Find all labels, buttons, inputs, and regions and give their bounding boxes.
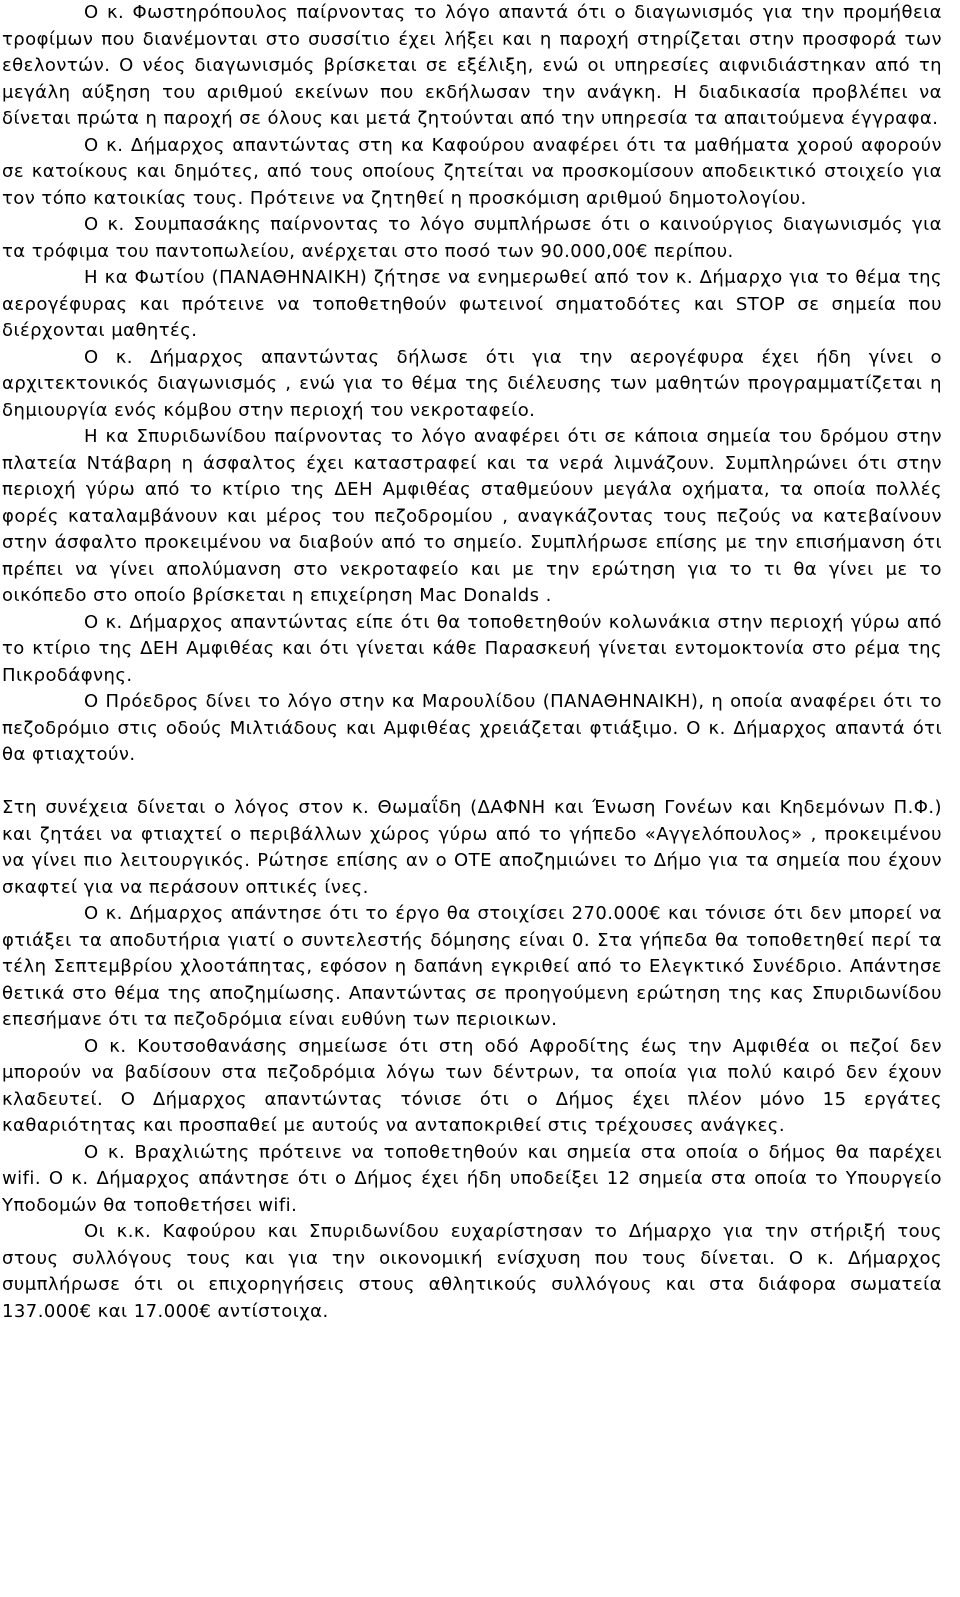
paragraph-fotiou: Η κα Φωτίου (ΠΑΝΑΘΗΝΑΙΚΗ) ζήτησε να ενημερωθεί από τον κ. Δήμαρχο για το θέμα της αερογέφυρας και πρότεινε να τοποθετηθούν φωτεινοί σηματοδότες και STOP σε σημεία που διέρχονται μαθητές. xyxy=(2,267,942,341)
paragraph-spacer xyxy=(2,769,942,796)
paragraph-fostiropoulos: Ο κ. Φωστηρόπουλος παίρνοντας το λόγο απαντά ότι ο διαγωνισμός για την προμήθεια τροφίμων που διανέμονται στο συσσίτιο έχει λήξει και η παροχή στηρίζεται στην προσφορά των εθελοντών. Ο νέος διαγωνισμός βρίσκεται σε εξέλιξη, ενώ οι υπηρεσίες αιφνιδιάστηκαν από τη μεγάλη αύξηση του αριθμού εκείνων που εκδήλωσαν την ανάγκη. Η διαδικασία προβλέπει να δίνεται πρώτα η παροχή σε όλους και μετά ζητούνται από την υπηρεσία τα απαιτούμενα έγγραφα. xyxy=(2,2,942,129)
paragraph-spyridonidou: Η κα Σπυριδωνίδου παίρνοντας το λόγο αναφέρει ότι σε κάποια σημεία του δρόμου στην πλατεία Ντάβαρη η άσφαλτος έχει καταστραφεί και τα νερά λιμνάζουν. Συμπληρώνει ότι στην περιοχή γύρω από το κτίριο της ΔΕΗ Αμφιθέας σταθμεύουν μεγάλα οχήματα, τα οποία πολλές φορές καταλαμβάνουν και μέρος του πεζοδρομίου , αναγκάζοντας τους πεζούς να κατεβαίνουν στην άσφαλτο προκειμένου να διαβούν από το σημείο. Συμπλήρωσε επίσης με την επισήμανση ότι πρέπει να γίνει απολύμανση στο νεκροταφείο και με την ερώτηση για το τι θα γίνει με το οικόπεδο στο οποίο βρίσκεται η επιχείρηση Mac Donalds . xyxy=(2,426,942,606)
paragraph-mayor-reply-kafourou: Ο κ. Δήμαρχος απαντώντας στη κα Καφούρου αναφέρει ότι τα μαθήματα χορού αφορούν σε κατοίκους και δημότες, από τους οποίους ζητείται να προσκομίσουν αποδεικτικό στοιχείο για τον τόπο κατοικίας τους. Πρότεινε να ζητηθεί η προσκόμιση αριθμού δημοτολογίου. xyxy=(2,134,942,209)
paragraph-maroulidou: Ο Πρόεδρος δίνει το λόγο στην κα Μαρουλίδου (ΠΑΝΑΘΗΝΑΙΚΗ), η οποία αναφέρει ότι το πεζοδρόμιο στις οδούς Μιλτιάδους και Αμφιθέας χρειάζεται φτιάξιμο. Ο κ. Δήμαρχος απαντά ότι θα φτιαχτούν. xyxy=(2,691,942,765)
paragraph-mayor-footbridge: Ο κ. Δήμαρχος απαντώντας δήλωσε ότι για την αερογέφυρα έχει ήδη γίνει ο αρχιτεκτονικός διαγωνισμός , ενώ για το θέμα της διέλευσης των μαθητών προγραμματίζεται η δημιουργία ενός κόμβου στην περιοχή του νεκροταφείο. xyxy=(2,346,942,421)
paragraph-vrachliotis: Ο κ. Βραχλιώτης πρότεινε να τοποθετηθούν και σημεία στα οποία ο δήμος θα παρέχει wifi. Ο κ. Δήμαρχος απάντησε ότι ο Δήμος έχει ήδη υποδείξει 12 σημεία στα οποία το Υπουργείο Υποδομών θα τοποθετήσει wifi. xyxy=(2,1141,942,1216)
paragraph-thomaidis: Στη συνέχεια δίνεται ο λόγος στον κ. Θωμαΐδη (ΔΑΦΝΗ και Ένωση Γονέων και Κηδεμόνων Π.Φ.) και ζητάει να φτιαχτεί ο περιβάλλων χώρος γύρω από το γήπεδο «Αγγελόπουλος» , προκειμένου να γίνει πιο λειτουργικός. Ρώτησε επίσης αν ο ΟΤΕ αποζημιώνει το Δήμο για τα σημεία που έχουν σκαφτεί για να περάσουν οπτικές ίνες. xyxy=(2,797,942,898)
paragraph-koutsothanasis: Ο κ. Κουτσοθανάσης σημείωσε ότι στη οδό Αφροδίτης έως την Αμφιθέα οι πεζοί δεν μπορούν να βαδίσουν στα πεζοδρόμια λόγω των δέντρων, τα οποία για πολύ καιρό δεν έχουν κλαδευτεί. Ο Δήμαρχος απαντώντας τόνισε ότι ο Δήμος έχει πλέον μόνο 15 εργάτες καθαριότητας και προσπαθεί με αυτούς να ανταποκριθεί στις τρέχουσες ανάγκες. xyxy=(2,1035,942,1136)
paragraph-mayor-bollards: Ο κ. Δήμαρχος απαντώντας είπε ότι θα τοποθετηθούν κολωνάκια στην περιοχή γύρω από το κτίριο της ΔΕΗ Αμφιθέας και ότι γίνεται κάθε Παρασκευή γίνεται εντομοκτονία στο ρέμα της Πικροδάφνης. xyxy=(2,611,942,686)
paragraph-mayor-pitch-cost: Ο κ. Δήμαρχος απάντησε ότι το έργο θα στοιχίσει 270.000€ και τόνισε ότι δεν μπορεί να φτιάξει τα αποδυτήρια γιατί ο συντελεστής δόμησης είναι 0. Στα γήπεδα θα τοποθετηθεί περί τα τέλη Σεπτεμβρίου χλοοτάπητας, εφόσον η δαπάνη εγκριθεί από το Ελεγκτικό Συνέδριο. Απάντησε θετικά στο θέμα της αποζημίωσης. Απαντώντας σε προηγούμενη ερώτηση της κας Σπυριδωνίδου επεσήμανε ότι τα πεζοδρόμια είναι ευθύνη των περιοικων. xyxy=(2,903,942,1030)
paragraph-soumpasakis: Ο κ. Σουμπασάκης παίρνοντας το λόγο συμπλήρωσε ότι ο καινούργιος διαγωνισμός για τα τρόφιμα του παντοπωλείου, ανέρχεται στο ποσό των 90.000,00€ περίπου. xyxy=(2,214,942,262)
paragraph-thanks-subsidies: Οι κ.κ. Καφούρου και Σπυριδωνίδου ευχαρίστησαν το Δήμαρχο για την στήριξή τους στους συλλόγους τους και για την οικονομική ενίσχυση που τους δίνεται. Ο κ. Δήμαρχος συμπλήρωσε ότι οι επιχορηγήσεις στους αθλητικούς συλλόγους και στα διάφορα σωματεία 137.000€ και 17.000€ αντίστοιχα. xyxy=(2,1221,942,1322)
